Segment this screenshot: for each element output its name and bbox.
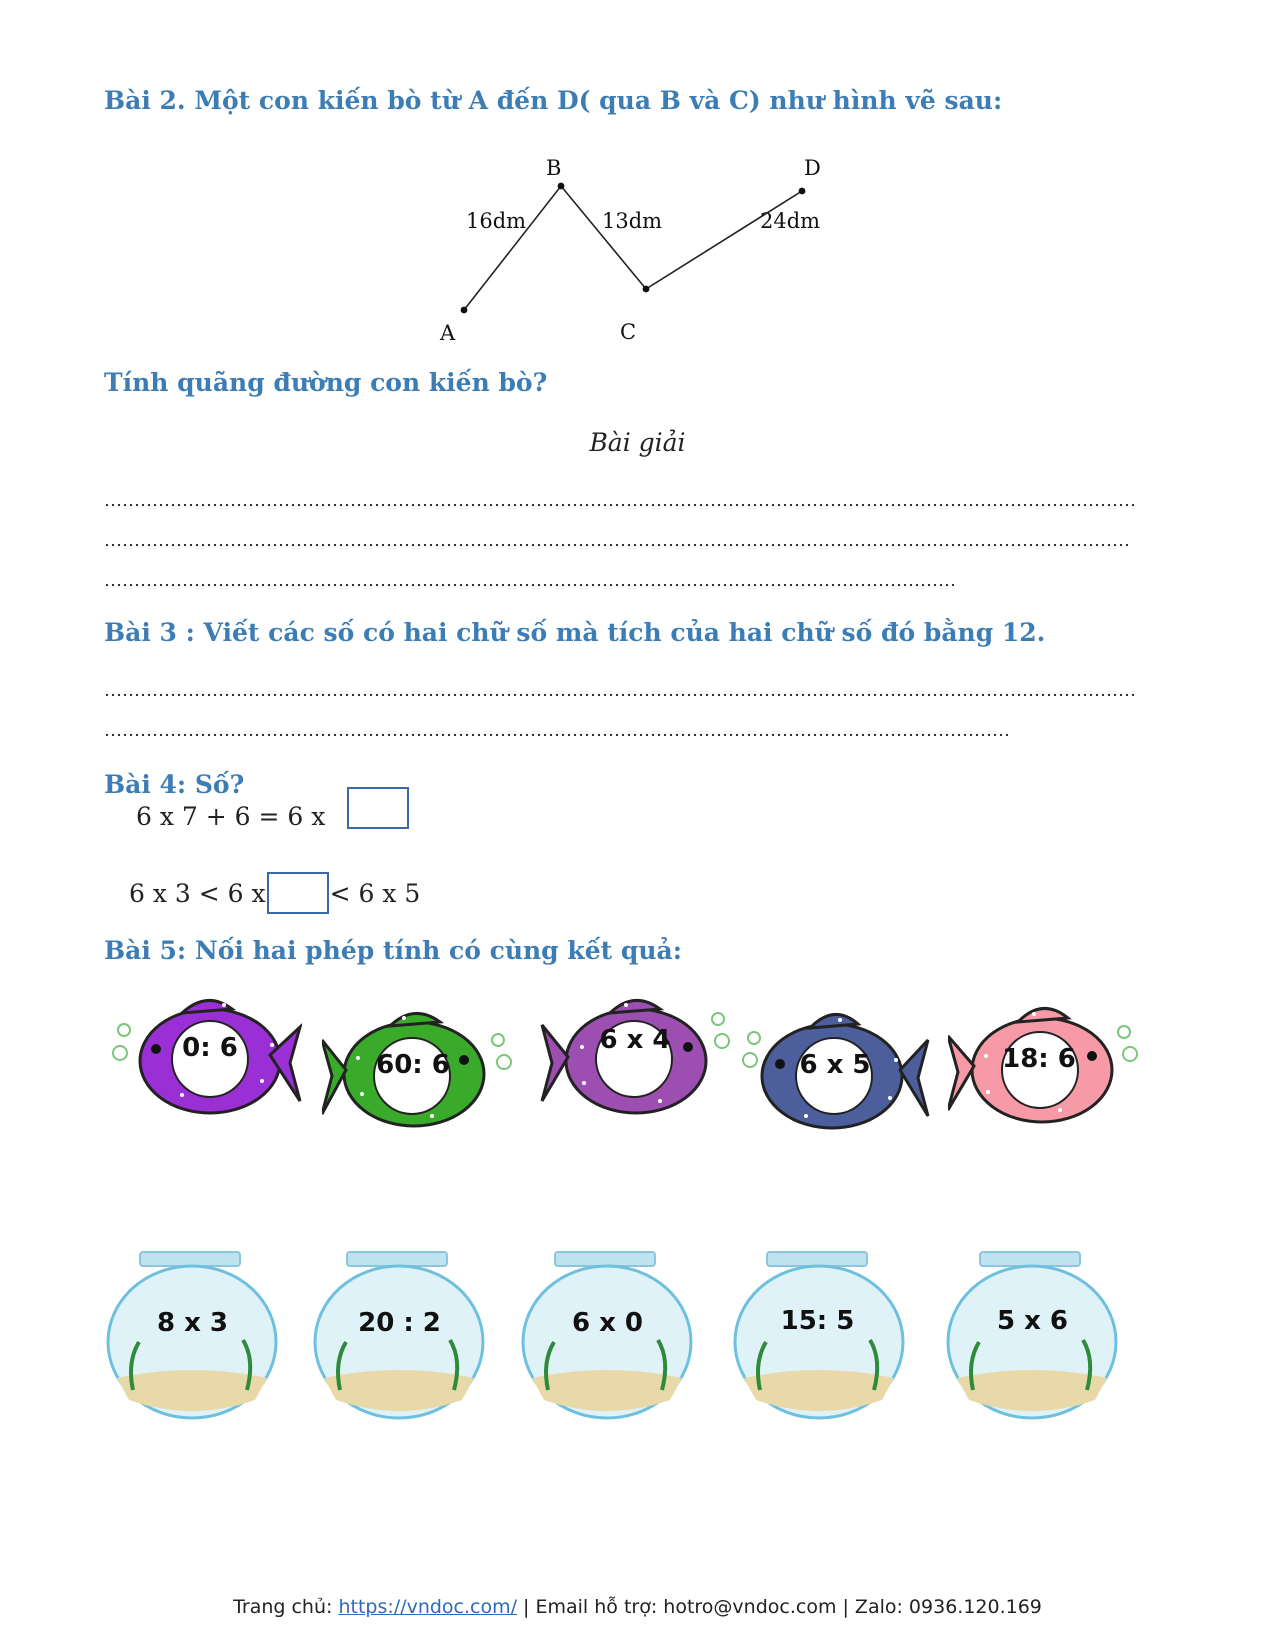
fish-card[interactable] xyxy=(322,998,512,1147)
solution-label: Bài giải xyxy=(589,428,686,457)
fishbowl-card[interactable] xyxy=(520,1250,695,1424)
answer-line[interactable] xyxy=(104,733,1010,737)
fishbowl-card[interactable] xyxy=(945,1250,1120,1424)
fish-label: 6 x 4 xyxy=(599,1025,671,1055)
fish-card[interactable] xyxy=(540,985,730,1134)
equation-1 xyxy=(136,802,409,831)
fishbowl-label: 15: 5 xyxy=(780,1306,855,1336)
fishbowl-label: 6 x 0 xyxy=(571,1308,644,1338)
fish-card[interactable] xyxy=(112,985,302,1134)
fish-card[interactable] xyxy=(948,992,1138,1141)
point-b xyxy=(558,183,565,190)
answer-line[interactable] xyxy=(104,543,1130,547)
point-c xyxy=(643,286,650,293)
equation-2-left-text: 6 x 3 < 6 x xyxy=(129,878,266,908)
exercise-2-question: Tính quãng đường con kiến bò? xyxy=(104,368,548,397)
fishbowl-card[interactable] xyxy=(105,1250,280,1424)
fishbowl-label: 5 x 6 xyxy=(996,1306,1069,1336)
fishbowl-card[interactable] xyxy=(312,1250,487,1424)
answer-line[interactable] xyxy=(104,693,1138,697)
label-b: B xyxy=(546,156,562,180)
exercise-3-title: Bài 3 : Viết các số có hai chữ số mà tích của hai chữ số đó bằng 12. xyxy=(104,618,1046,647)
page-footer xyxy=(0,1596,1275,1618)
exercise-2-title: Bài 2. Một con kiến bò từ A đến D( qua B và C) như hình vẽ sau: xyxy=(104,86,1003,115)
equation-2 xyxy=(129,872,420,914)
fish-label: 18: 6 xyxy=(1002,1044,1076,1074)
equation-2-right-text: < 6 x 5 xyxy=(329,878,421,908)
label-a: A xyxy=(440,321,456,345)
label-c: C xyxy=(620,320,637,344)
fishbowl-label: 20 : 2 xyxy=(358,1308,441,1338)
segment-cd-length: 24dm xyxy=(760,209,821,233)
answer-box-2[interactable] xyxy=(267,872,329,914)
fish-label: 6 x 5 xyxy=(799,1050,871,1080)
exercise-4-title: Bài 4: Số? xyxy=(104,770,245,799)
label-d: D xyxy=(804,156,821,180)
fishbowl-card[interactable] xyxy=(732,1250,907,1424)
homepage-link[interactable]: https://vndoc.com/ xyxy=(338,1596,518,1618)
fishbowl-label: 8 x 3 xyxy=(156,1308,229,1338)
footer-contact: | Email hỗ trợ: hotro@vndoc.com | Zalo: 0936.120.169 xyxy=(517,1596,1042,1618)
answer-line[interactable] xyxy=(104,583,956,587)
point-a xyxy=(461,307,468,314)
fish-label: 60: 6 xyxy=(376,1050,450,1080)
exercise-5-title: Bài 5: Nối hai phép tính có cùng kết quả: xyxy=(104,936,682,965)
ant-path-diagram xyxy=(420,145,840,345)
answer-line[interactable] xyxy=(104,503,1138,507)
equation-1-text: 6 x 7 + 6 = 6 x xyxy=(136,802,326,831)
answer-box-1[interactable] xyxy=(347,787,409,829)
point-d xyxy=(799,188,806,195)
footer-prefix: Trang chủ: xyxy=(233,1596,339,1618)
fish-label: 0: 6 xyxy=(182,1033,238,1063)
segment-bc-length: 13dm xyxy=(602,209,663,233)
segment-ab-length: 16dm xyxy=(466,209,527,233)
fish-card[interactable] xyxy=(740,998,930,1147)
fish-icon xyxy=(540,985,730,1130)
